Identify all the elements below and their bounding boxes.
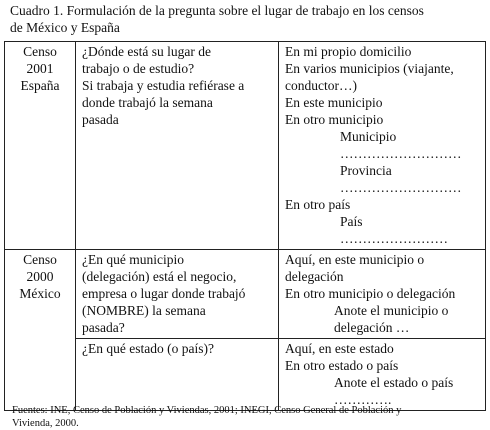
- caption-line-2: de México y España: [10, 20, 120, 35]
- mexico-municipio-note: Anote el municipio o: [334, 303, 449, 318]
- spain-answer: En mi propio domicilio: [285, 44, 412, 59]
- spain-question-line: ¿Dónde está su lugar de: [82, 44, 211, 59]
- spain-answer: En otro municipio: [285, 112, 384, 127]
- footnote-line-1: Fuentes: INE, Censo de Población y Viviendas, 2001; INEGI, Censo General de Población y: [12, 405, 402, 416]
- mexico-answer: Aquí, en este estado: [285, 341, 394, 356]
- spain-answer: En este municipio: [285, 95, 383, 110]
- spain-answer: conductor…): [285, 78, 357, 93]
- census-comparison-table: [4, 41, 486, 411]
- spain-answers-cell: [279, 42, 486, 250]
- mexico-municipio-note: delegación …: [334, 320, 410, 335]
- mexico-estado-blank: ………….: [334, 392, 392, 407]
- spain-census-label: Censo: [23, 44, 57, 59]
- mexico-question-2: ¿En qué estado (o país)?: [82, 341, 214, 356]
- mexico-answer: delegación: [285, 269, 344, 284]
- table-row-spain: [5, 42, 486, 250]
- spain-answer: En otro país: [285, 197, 351, 212]
- spain-answer: En varios municipios (viajante,: [285, 61, 454, 76]
- mexico-estado-note: Anote el estado o país: [334, 375, 454, 390]
- spain-provincia-blank: ………………………: [340, 180, 462, 195]
- spain-question-line: trabajo o de estudio?: [82, 61, 195, 76]
- mexico-question-line: pasada?: [82, 320, 125, 335]
- spain-municipio-blank: ………………………: [340, 146, 462, 161]
- spain-question-line: Si trabaja y estudia refiérase a: [82, 78, 245, 93]
- table-row-mexico-municipio: [5, 250, 486, 339]
- mexico-question-line: empresa o lugar donde trabajó: [82, 286, 246, 301]
- spain-pais-label: País: [340, 214, 363, 229]
- spain-census-year: 2001: [26, 61, 54, 76]
- table-caption: [10, 2, 486, 36]
- mexico-census-year: 2000: [26, 269, 54, 284]
- mexico-question-line: (NOMBRE) la semana: [82, 303, 206, 318]
- spain-provincia-label: Provincia: [340, 163, 392, 178]
- caption-line-1: Cuadro 1. Formulación de la pregunta sobre el lugar de trabajo en los censos: [10, 3, 424, 18]
- mexico-question-line: (delegación) está el negocio,: [82, 269, 237, 284]
- mexico-answer: En otro municipio o delegación: [285, 286, 456, 301]
- mexico-country: México: [19, 286, 61, 301]
- spain-pais-blank: ……………………: [340, 231, 448, 246]
- spain-question-cell: [76, 42, 279, 250]
- mexico-census-cell: [5, 250, 76, 411]
- spain-country: España: [20, 78, 60, 93]
- spain-question-line: pasada: [82, 112, 119, 127]
- spain-question-line: donde trabajó la semana: [82, 95, 213, 110]
- table-row-mexico-estado: [5, 339, 486, 411]
- mexico-question-2-cell: [76, 339, 279, 411]
- sources-footnote: [12, 404, 482, 430]
- mexico-answer: Aquí, en este municipio o: [285, 252, 425, 267]
- mexico-answers-2-cell: [279, 339, 486, 411]
- mexico-question-line: ¿En qué municipio: [82, 252, 184, 267]
- mexico-answers-1-cell: [279, 250, 486, 339]
- spain-municipio-label: Municipio: [340, 129, 397, 144]
- footnote-line-2: Vivienda, 2000.: [12, 418, 79, 429]
- mexico-question-1-cell: [76, 250, 279, 339]
- spain-census-cell: [5, 42, 76, 250]
- mexico-census-label: Censo: [23, 252, 57, 267]
- mexico-answer: En otro estado o país: [285, 358, 399, 373]
